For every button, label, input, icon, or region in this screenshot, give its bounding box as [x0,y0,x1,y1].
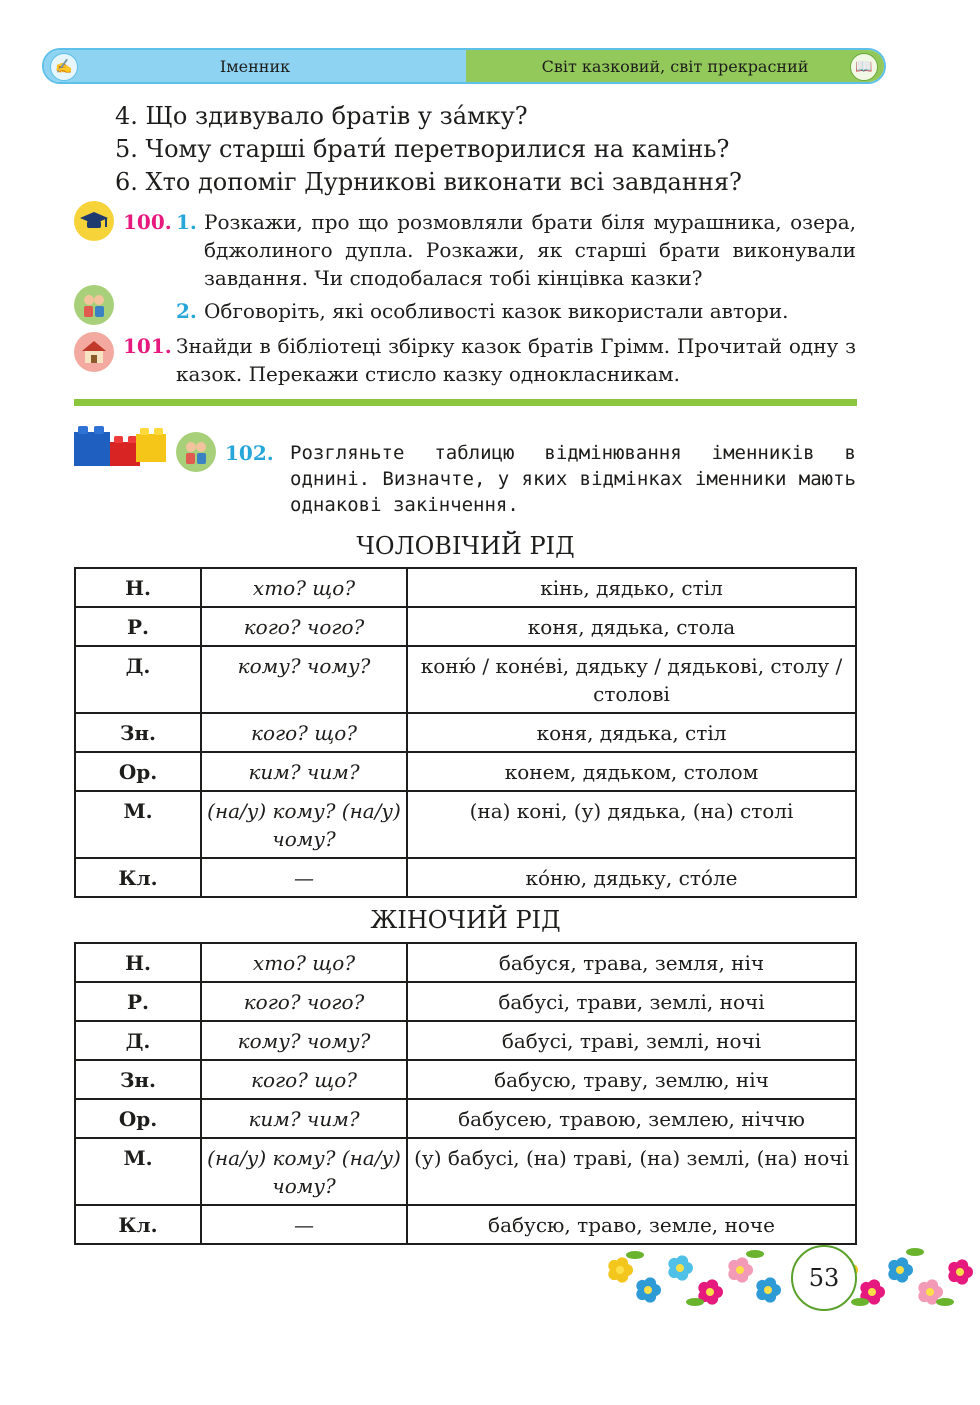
words-cell: ко́ню, дядьку, сто́ле [407,858,856,897]
graduation-cap-icon [74,201,114,241]
case-cell: Зн. [75,713,201,752]
masculine-declension-table [74,567,857,898]
question-cell: хто? що? [201,568,407,607]
question-cell: — [201,1205,407,1244]
pen-icon: ✍ [50,53,78,81]
table-row [75,1099,856,1138]
leaf-icon [936,1298,954,1306]
exercise-100-item-1-text: Розкажи, про що розмовляли брати біля мурашника, озера, бджолиного дупла. Розкажи, як старші брати виконували завдання. Чи сподобалася тобі кінцівка казки? [204,210,856,290]
table-row [75,568,856,607]
header-left-title: Іменник [219,56,291,76]
flower-border-decoration [600,1240,980,1315]
book-icon: 📖 [850,53,878,81]
question-5: 5. Чому старші брати́ перетворилися на камінь? [115,135,730,163]
house-icon [74,332,114,372]
lego-bricks-icon [74,422,170,468]
words-cell: конем, дядьком, столом [407,752,856,791]
header-left-section [44,50,466,82]
case-cell: Д. [75,646,201,713]
words-cell: бабусею, травою, землею, ніччю [407,1099,856,1138]
exercise-102-text: Розгляньте таблицю відмінювання іменників в однині. Визначте, у яких відмінках іменники мають однакові закінчення. [290,442,856,516]
words-cell: коня, дядька, стола [407,607,856,646]
table-row [75,1138,856,1205]
pair-work-icon [176,432,216,472]
case-cell: Ор. [75,752,201,791]
table-row [75,982,856,1021]
leaf-icon [626,1251,644,1259]
table-row [75,858,856,897]
question-cell: кого? чого? [201,982,407,1021]
flower-icon [728,1257,753,1282]
case-cell: Кл. [75,1205,201,1244]
words-cell: бабуся, трава, земля, ніч [407,943,856,982]
question-cell: (на/у) кому? (на/у) чому? [201,791,407,858]
question-cell: кому? чому? [201,646,407,713]
feminine-declension-table [74,942,857,1245]
words-cell: бабусю, траво, земле, ноче [407,1205,856,1244]
case-cell: Д. [75,1021,201,1060]
words-cell: коню́ / коне́ві, дядьку / дядькові, столу / столові [407,646,856,713]
question-cell: кому? чому? [201,1021,407,1060]
exercise-100-item-2-number: 2. [176,299,197,323]
question-cell: (на/у) кому? (на/у) чому? [201,1138,407,1205]
case-cell: Р. [75,607,201,646]
leaf-icon [851,1298,869,1306]
words-cell: кінь, дядько, стіл [407,568,856,607]
question-6: 6. Хто допоміг Дурникові виконати всі завдання? [115,168,742,196]
question-cell: ким? чим? [201,1099,407,1138]
table-row [75,752,856,791]
section-divider [74,399,857,406]
feminine-table-title: ЖІНОЧИЙ РІД [370,906,561,934]
question-cell: хто? що? [201,943,407,982]
words-cell: бабусі, трави, землі, ночі [407,982,856,1021]
question-cell: кого? чого? [201,607,407,646]
words-cell: (у) бабусі, (на) траві, (на) землі, (на) ночі [407,1138,856,1205]
leaf-icon [746,1250,764,1258]
table-row [75,1021,856,1060]
leaf-icon [686,1298,704,1306]
table-row [75,607,856,646]
exercise-102-number: 102. [225,441,274,465]
page-number: 53 [791,1245,857,1311]
flower-icon [948,1259,973,1284]
words-cell: (на) коні, (у) дядька, (на) столі [407,791,856,858]
case-cell: Н. [75,943,201,982]
header-right-section [466,50,884,82]
exercise-101-number: 101. [123,334,172,358]
question-cell: — [201,858,407,897]
question-cell: кого? що? [201,1060,407,1099]
table-row [75,713,856,752]
words-cell: бабусі, траві, землі, ночі [407,1021,856,1060]
exercise-101-text: Знайди в бібліотеці збірку казок братів Грімм. Прочитай одну з казок. Перекажи стисло казку однокласникам. [176,334,856,386]
flower-icon [636,1277,661,1302]
table-row [75,646,856,713]
table-row [75,943,856,982]
pair-work-icon [74,285,114,325]
question-cell: ким? чим? [201,752,407,791]
table-row [75,1205,856,1244]
flower-icon [756,1277,781,1302]
question-4: 4. Що здивувало братів у за́мку? [115,102,528,130]
exercise-100-item-1-number: 1. [176,210,197,234]
flower-icon [888,1257,913,1282]
flower-icon [608,1257,633,1282]
table-row [75,791,856,858]
table-row [75,1060,856,1099]
words-cell: коня, дядька, стіл [407,713,856,752]
header-right-title: Світ казковий, світ прекрасний [541,56,809,76]
exercise-100-item-2-text: Обговоріть, які особливості казок використали автори. [204,299,789,323]
page-header [42,48,886,84]
case-cell: М. [75,1138,201,1205]
case-cell: Ор. [75,1099,201,1138]
case-cell: Р. [75,982,201,1021]
case-cell: Н. [75,568,201,607]
case-cell: Кл. [75,858,201,897]
question-cell: кого? що? [201,713,407,752]
case-cell: М. [75,791,201,858]
flower-icon [668,1255,693,1280]
words-cell: бабусю, траву, землю, ніч [407,1060,856,1099]
case-cell: Зн. [75,1060,201,1099]
exercise-100-number: 100. [123,210,172,234]
masculine-table-title: ЧОЛОВІЧИЙ РІД [356,532,575,560]
leaf-icon [906,1248,924,1256]
